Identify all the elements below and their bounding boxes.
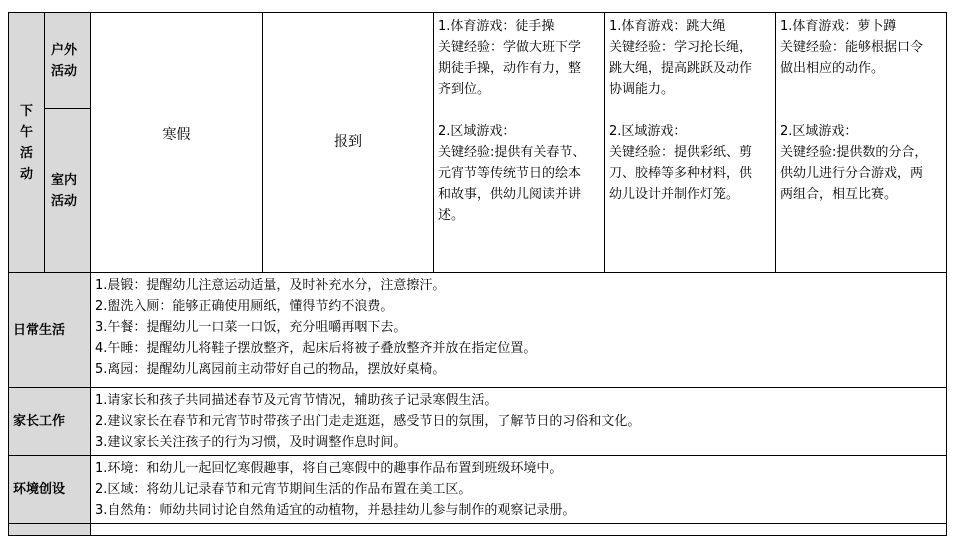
parent-work-items <box>91 388 947 456</box>
environment-items <box>91 456 947 524</box>
header-char: 下 <box>19 103 33 119</box>
list-item: 4.午睡：提醒幼儿将鞋子摆放整齐，起床后将被子叠放整齐并放在指定位置。 <box>95 341 537 356</box>
next-row-content <box>91 524 947 536</box>
area-exp-line: 关键经验：提供彩纸、剪 <box>609 145 753 160</box>
area-game-title: 2.区域游戏： <box>609 124 687 139</box>
header-char: 动 <box>19 166 33 182</box>
area-exp-line: 关键经验:提供有关春节、 <box>438 145 586 160</box>
header-char: 活 <box>19 145 33 161</box>
list-item: 5.离园：提醒幼儿离园前主动带好自己的物品，摆放好桌椅。 <box>95 362 446 377</box>
sport-exp-line: 期徒手操，动作有力，整 <box>438 61 582 76</box>
registration-cell <box>263 13 434 273</box>
sport-exp-line: 做出相应的动作。 <box>780 61 885 76</box>
area-exp-line: 述。 <box>438 208 465 223</box>
sport-exp-line: 关键经验：能够根据口令 <box>780 40 924 55</box>
list-item: 1.晨锻：提醒幼儿注意运动适量，及时补充水分，注意擦汗。 <box>95 278 446 293</box>
list-item: 3.午餐：提醒幼儿一口菜一口饭，充分咀嚼再咽下去。 <box>95 320 407 335</box>
area-exp-line: 两组合，相互比赛。 <box>780 187 898 202</box>
sport-game-title: 1.体育游戏：徒手操 <box>438 19 555 34</box>
area-exp-line: 和故事，供幼儿阅读并讲 <box>438 187 582 202</box>
area-exp-line: 元宵节等传统节日的绘本 <box>438 166 582 181</box>
winter-break-text: 寒假 <box>162 127 191 143</box>
sport-exp-line: 关键经验：学做大班下学 <box>438 40 582 55</box>
weekly-plan-table <box>8 12 947 536</box>
list-item: 1.环境：和幼儿一起回忆寒假趣事，将自己寒假中的趣事作品布置到班级环境中。 <box>95 461 563 476</box>
sport-game-title: 1.体育游戏：萝卜蹲 <box>780 19 897 34</box>
sport-exp-line: 齐到位。 <box>438 82 491 97</box>
sport-exp-line: 关键经验：学习抡长绳， <box>609 40 753 55</box>
environment-row <box>9 456 947 524</box>
daily-life-label: 日常生活 <box>9 273 91 388</box>
list-item: 3.建议家长关注孩子的行为习惯，及时调整作息时间。 <box>95 435 407 450</box>
area-game-title: 2.区域游戏： <box>438 124 516 139</box>
indoor-activity-label: 室内 活动 <box>45 109 91 273</box>
next-row-label <box>9 524 91 536</box>
afternoon-outdoor-row <box>9 13 947 109</box>
sport-exp-line: 跳大绳，提高跳跃及动作 <box>609 61 753 76</box>
area-game-title: 2.区域游戏： <box>780 124 858 139</box>
environment-label: 环境创设 <box>9 456 91 524</box>
area-exp-line: 刀、胶棒等多种材料，供 <box>609 166 753 181</box>
parent-work-label: 家长工作 <box>9 388 91 456</box>
area-exp-line: 幼儿设计并制作灯笼。 <box>609 187 740 202</box>
afternoon-activities-header <box>9 13 45 273</box>
list-item: 2.建议家长在春节和元宵节时带孩子出门走走逛逛，感受节日的氛围，了解节日的习俗和文化。 <box>95 414 641 429</box>
list-item: 2.区域：将幼儿记录春节和元宵节期间生活的作品布置在美工区。 <box>95 482 472 497</box>
list-item: 3.自然角：师幼共同讨论自然角适宜的动植物，并悬挂幼儿参与制作的观察记录册。 <box>95 503 576 518</box>
parent-work-row <box>9 388 947 456</box>
winter-break-cell <box>91 13 263 273</box>
sport-exp-line: 协调能力。 <box>609 82 675 97</box>
sport-game-title: 1.体育游戏：跳大绳 <box>609 19 726 34</box>
area-exp-line: 关键经验:提供数的分合， <box>780 145 928 160</box>
next-row-partial <box>9 524 947 536</box>
header-char: 午 <box>19 124 33 140</box>
list-item: 2.盥洗入厕：能够正确使用厕纸，懂得节约不浪费。 <box>95 299 394 314</box>
registration-text: 报到 <box>334 134 362 150</box>
list-item: 1.请家长和孩子共同描述春节及元宵节情况，辅助孩子记录寒假生活。 <box>95 393 498 408</box>
activity-cell-3 <box>434 13 605 273</box>
daily-life-row <box>9 273 947 388</box>
daily-life-items <box>91 273 947 388</box>
outdoor-activity-label: 户外 活动 <box>45 13 91 109</box>
activity-cell-4 <box>605 13 776 273</box>
area-exp-line: 供幼儿进行分合游戏，两 <box>780 166 924 181</box>
activity-cell-5 <box>776 13 947 273</box>
